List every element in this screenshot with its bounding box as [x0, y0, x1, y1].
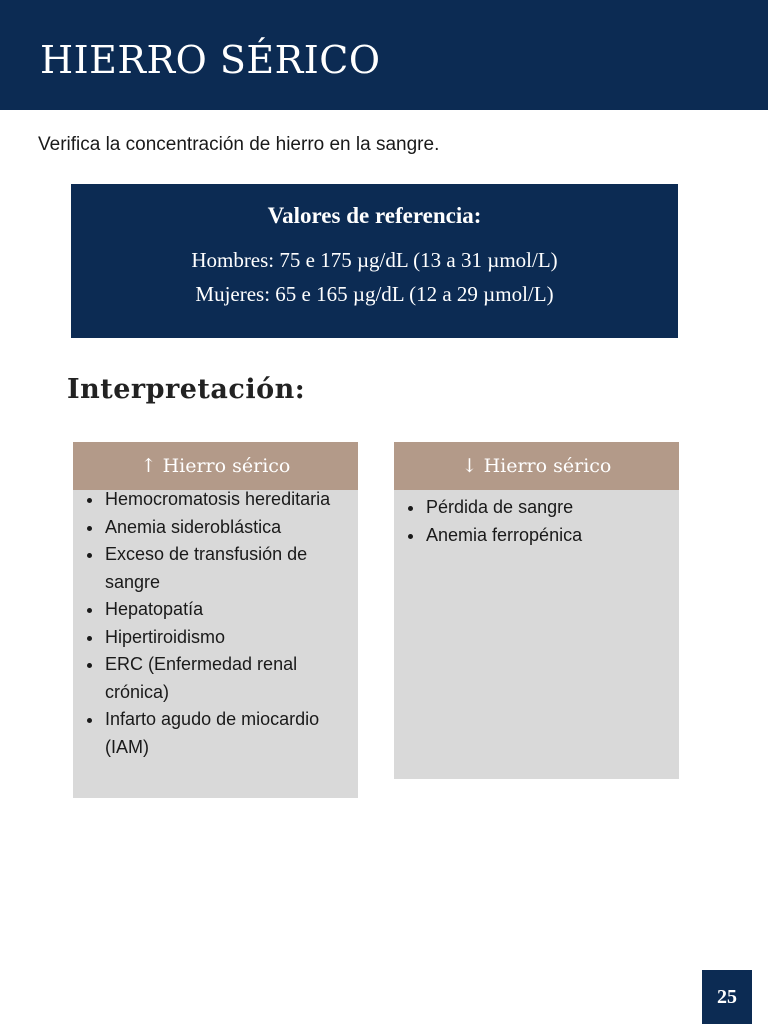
list-item: Hipertiroidismo	[105, 624, 350, 652]
decreased-iron-list	[394, 494, 679, 549]
list-item: Anemia sideroblástica	[105, 514, 350, 542]
increased-iron-header: ↑ Hierro sérico	[73, 442, 358, 490]
list-item: Hepatopatía	[105, 596, 350, 624]
list-item: Anemia ferropénica	[426, 522, 671, 550]
list-item: ERC (Enfermedad renal crónica)	[105, 651, 350, 706]
list-item: Hemocromatosis hereditaria	[105, 486, 350, 514]
reference-values-title: Valores de referencia:	[267, 203, 482, 228]
page-number: 25	[702, 970, 752, 1024]
decreased-iron-header: ↓ Hierro sérico	[394, 442, 679, 490]
page-title: HIERRO SÉRICO	[40, 38, 381, 82]
decreased-iron-panel	[394, 442, 679, 779]
increased-iron-list	[73, 486, 358, 761]
interpretation-heading: Interpretación:	[67, 374, 306, 405]
increased-iron-panel	[73, 442, 358, 798]
reference-value-men: Hombres: 75 e 175 µg/dL (13 a 31 µmol/L)	[191, 248, 558, 272]
list-item: Pérdida de sangre	[426, 494, 671, 522]
reference-value-women: Mujeres: 65 e 165 µg/dL (12 a 29 µmol/L)	[195, 282, 554, 306]
list-item: Infarto agudo de miocardio (IAM)	[105, 706, 350, 761]
intro-text: Verifica la concentración de hierro en la sangre.	[38, 134, 440, 155]
header-bar	[0, 0, 768, 110]
reference-values-box	[71, 184, 678, 338]
list-item: Exceso de transfusión de sangre	[105, 541, 350, 596]
